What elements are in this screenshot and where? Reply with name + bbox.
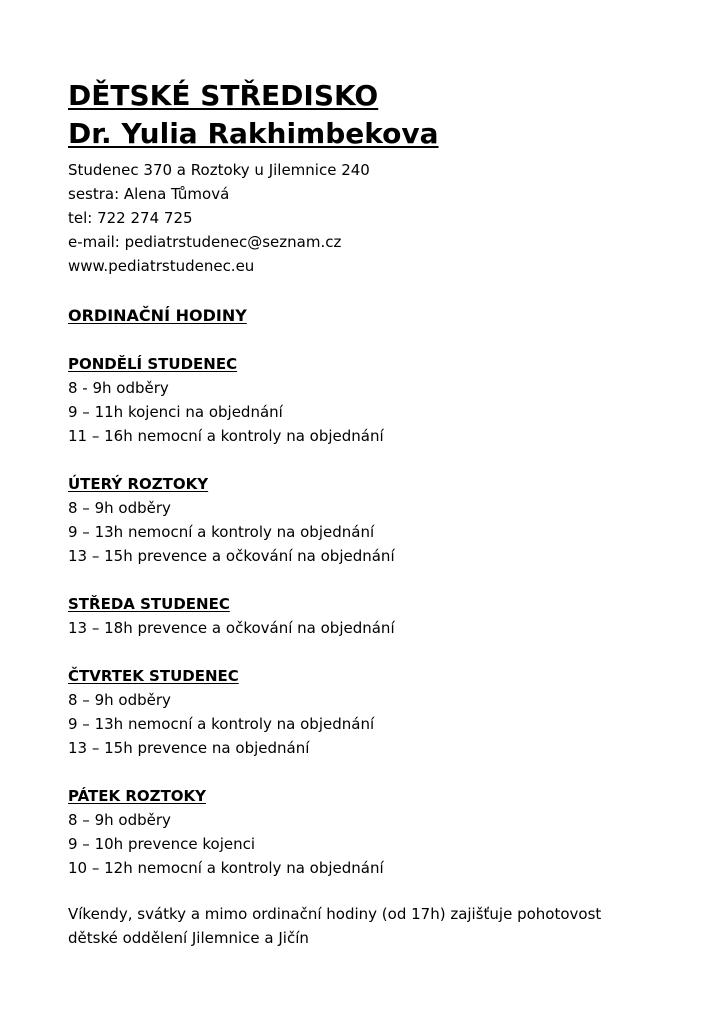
doctor-name: Dr. Yulia Rakhimbekova [68,117,439,150]
document-page [68,78,698,950]
emergency-note [68,902,698,950]
day-thursday [68,664,698,760]
schedule-entry: 11 – 16h nemocní a kontroly na objednání [68,427,384,445]
day-title: STŘEDA STUDENEC [68,595,230,613]
day-title: PONDĚLÍ STUDENEC [68,355,238,373]
schedule-entry: 9 – 11h kojenci na objednání [68,403,283,421]
phone-line: tel: 722 274 725 [68,209,193,227]
schedule-entry: 9 – 13h nemocní a kontroly na objednání [68,715,375,733]
schedule-entry: 8 – 9h odběry [68,691,171,709]
schedule-entry: 13 – 15h prevence a očkování na objednání [68,547,395,565]
schedule-entry: 13 – 15h prevence na objednání [68,739,310,757]
note-line: dětské oddělení Jilemnice a Jičín [68,929,309,947]
address-line: Studenec 370 a Roztoky u Jilemnice 240 [68,161,370,179]
nurse-line: sestra: Alena Tůmová [68,185,230,203]
schedule-entry: 13 – 18h prevence a očkování na objednání [68,619,395,637]
day-title: ČTVRTEK STUDENEC [68,667,239,685]
contact-block [68,158,698,278]
schedule-entry: 9 – 13h nemocní a kontroly na objednání [68,523,375,541]
schedule-entry: 8 – 9h odběry [68,499,171,517]
clinic-title: DĚTSKÉ STŘEDISKO [68,79,379,112]
day-wednesday [68,592,698,640]
office-hours-heading: ORDINAČNÍ HODINY [68,306,247,325]
day-title: PÁTEK ROZTOKY [68,787,207,805]
website-line: www.pediatrstudenec.eu [68,257,255,275]
day-friday [68,784,698,880]
email-line: e-mail: pediatrstudenec@seznam.cz [68,233,342,251]
day-title: ÚTERÝ ROZTOKY [68,475,209,493]
day-tuesday [68,472,698,568]
schedule-entry: 9 – 10h prevence kojenci [68,835,256,853]
note-line: Víkendy, svátky a mimo ordinační hodiny (od 17h) zajišťuje pohotovost [68,905,602,923]
schedule-entry: 8 - 9h odběry [68,379,169,397]
schedule-entry: 8 – 9h odběry [68,811,171,829]
day-monday [68,352,698,448]
schedule-entry: 10 – 12h nemocní a kontroly na objednání [68,859,384,877]
